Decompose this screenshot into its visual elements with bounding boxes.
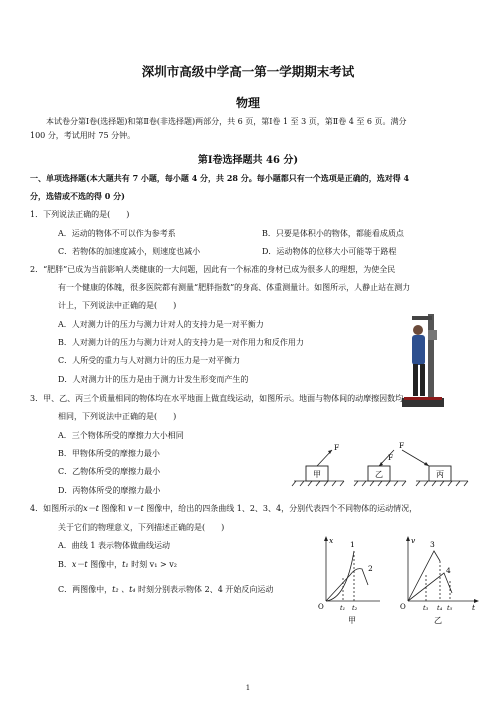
q1-option-c: C．若物体的加速度减小，则速度也减小	[58, 247, 201, 256]
q4-c-times: t₂ 、t₄	[112, 585, 136, 594]
q4-stem-mid: 图像和	[98, 504, 128, 513]
q3-stem-line-2: 相同，下列说法中正确的是( )	[58, 412, 177, 421]
q4-stem-prefix: 4．如图所示的	[30, 504, 84, 513]
vt-tick-t5: t₅	[447, 604, 453, 612]
q4-stem-post: 图像中，给出的四条曲线 1、2、3、4，分别代表四个不同物体的运动情况，	[143, 504, 418, 513]
xt-tick-t2: t₂	[352, 604, 358, 612]
part1-heading-line-1: 一、单项选择题(本大题共有 7 小题，每小题 4 分，共 28 分。每小题都只有一个选项是正确的，选对得 4	[30, 173, 410, 183]
vt-curve-3-label: 3	[430, 540, 435, 549]
q4-b-t1: t₁	[122, 560, 129, 569]
q2-stem-line-2: 有一个健康的体魄，很多医院都有测量“肥胖指数”的身高、体重测量计。如图所示，人静止站在测力	[58, 283, 411, 292]
xt-curve-2-label: 2	[368, 564, 373, 573]
intro-line-2: 100 分，考试用时 75 分钟。	[30, 131, 136, 140]
vt-x-axis-label: t	[472, 603, 476, 612]
q4-option-a: A．曲线 1 表示物体做曲线运动	[58, 541, 170, 550]
q3-option-a: A．三个物体所受的摩擦力大小相同	[58, 431, 184, 440]
curve-4	[408, 573, 452, 601]
vt-y-axis-label: v	[411, 536, 416, 545]
q1-stem: 1．下列说法正确的是( )	[30, 210, 130, 219]
curve-3	[408, 551, 440, 601]
q2-option-c: C．人所受的重力与人对测力计的压力是一对平衡力	[58, 356, 241, 365]
q2-stem-line-3: 计上，下列说法中正确的是( )	[58, 301, 177, 310]
curve-1	[326, 551, 354, 601]
vt-graph	[408, 539, 476, 601]
q4-xt-symbol: x－t	[83, 504, 99, 513]
q3-option-c: C．乙物体所受的摩擦力最小	[58, 467, 161, 476]
q4-option-c	[58, 585, 273, 595]
q4-stem-line-2: 关于它们的物理意义，下列描述正确的是( )	[58, 523, 225, 532]
q2-option-b: B．人对测力计的压力与测力计对人的支持力是一对作用力和反作用力	[58, 338, 304, 347]
curve-2	[326, 569, 368, 601]
subject-title: 物理	[235, 96, 260, 110]
q1-option-a: A．运动的物体不可以作为参考系	[58, 229, 176, 238]
vt-curve-4-label: 4	[446, 566, 451, 575]
force-label-yi: F	[388, 453, 394, 462]
vt-origin-label: O	[400, 603, 406, 611]
vt-tick-t4: t₄	[437, 604, 443, 612]
force-label-bing: F	[399, 441, 405, 450]
q3-option-d: D．丙物体所受的摩擦力最小	[58, 486, 161, 495]
block-yi-label: 乙	[375, 470, 383, 479]
block-bing-label: 丙	[436, 470, 444, 479]
force-label-jia: F	[334, 443, 340, 452]
part1-heading-line-2: 分，选错或不选的得 0 分)	[30, 191, 125, 201]
page-number: 1	[245, 684, 251, 692]
xt-y-axis-label: x	[329, 536, 334, 545]
q4-stem-line-1	[30, 504, 417, 514]
q1-option-b: B．只要是体积小的物体，都能看成质点	[262, 229, 404, 238]
xt-origin-label: O	[318, 603, 324, 611]
vt-tick-t3: t₃	[423, 604, 429, 612]
exam-title: 深圳市高级中学高一第一学期期末考试	[141, 64, 355, 79]
q1-option-d: D．运动物体的位移大小可能等于路程	[262, 247, 397, 256]
q4-b-post: 时刻 v₁ > v₂	[128, 560, 177, 569]
vt-caption: 乙	[434, 616, 442, 625]
q2-stem-line-1: 2．“肥胖”已成为当前影响人类健康的一大问题，因此有一个标准的身材已成为很多人的理想，为使全民	[30, 265, 396, 274]
xt-curve-1-label: 1	[350, 540, 355, 549]
block-jia-label: 甲	[313, 470, 321, 479]
section-title: 第Ⅰ卷选择题共 46 分)	[197, 155, 299, 166]
q2-option-a: A．人对测力计的压力与测力计对人的支持力是一对平衡力	[58, 320, 264, 329]
q2-option-d: D．人对测力计的压力是由于测力计发生形变而产生的	[58, 375, 249, 384]
q4-b-prefix: B．	[58, 560, 72, 569]
xt-tick-t1: t₁	[340, 604, 346, 612]
ground-lines	[292, 481, 468, 486]
q4-option-b	[58, 560, 177, 570]
xt-caption: 甲	[348, 616, 356, 625]
q3-option-b: B．甲物体所受的摩擦力最小	[58, 449, 160, 458]
q4-vt-symbol: v－t	[127, 504, 144, 513]
q4-c-post: 时刻分别表示物体 2、4 开始反向运动	[135, 585, 274, 594]
q4-c-prefix: C．两图像中，	[58, 585, 113, 594]
q4-graphs-figure	[316, 533, 480, 629]
three-blocks-figure	[292, 438, 470, 492]
q3-stem-line-1: 3．甲、乙、丙三个质量相同的物体均在水平地面上做直线运动，如图所示。地面与物体间的动摩擦因数均	[30, 394, 404, 403]
q4-b-xt: x－t	[71, 560, 88, 569]
intro-line-1: 本试卷分第Ⅰ卷(选择题)和第Ⅱ卷(非选择题)两部分，共 6 页，第Ⅰ卷 1 至 3 页，第Ⅱ卷 4 至 6 页。满分	[46, 117, 407, 126]
height-weight-scale-figure	[398, 312, 450, 412]
q4-b-mid: 图像中，	[87, 560, 123, 569]
